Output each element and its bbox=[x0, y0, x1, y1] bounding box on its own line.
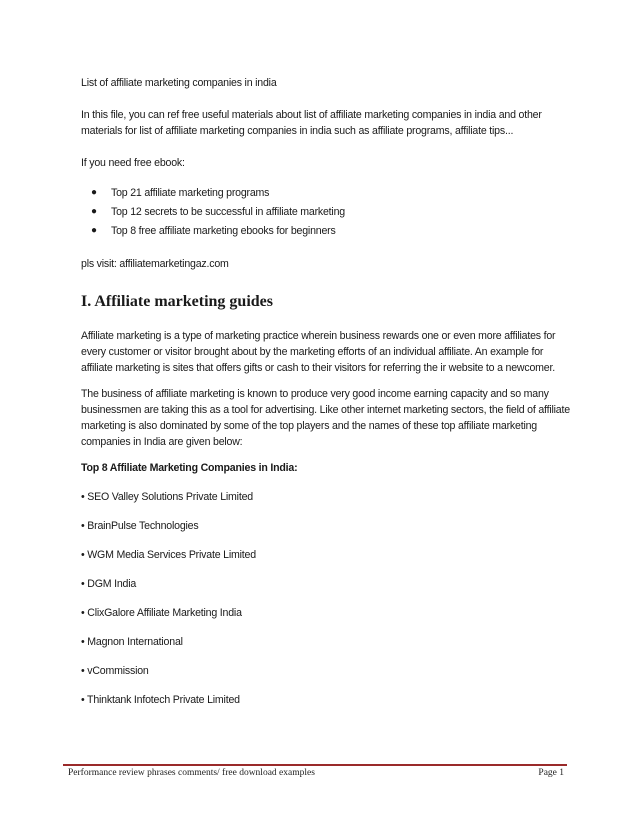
ebook-title: Top 8 free affiliate marketing ebooks for beginners bbox=[111, 225, 336, 237]
company-item: • Thinktank Infotech Private Limited bbox=[81, 694, 240, 706]
company-item: • ClixGalore Affiliate Marketing India bbox=[81, 607, 242, 619]
bullet-icon: ● bbox=[91, 225, 97, 236]
company-item: • BrainPulse Technologies bbox=[81, 520, 199, 532]
paragraph-business: The business of affiliate marketing is known to produce very good income earning capacity and so many businessmen are taking this as a tool for advertising. Like other internet marketing sectors, the field of affiliate marketing is also dominated by some of the top players and the names of these top affiliate marketing companies in India are given below: bbox=[81, 388, 570, 448]
intro-paragraph: In this file, you can ref free useful materials about list of affiliate marketing companies in india and other materials for list of affiliate marketing companies in india such as affiliate programs, affiliate tips... bbox=[81, 109, 542, 137]
footer-left-text: Performance review phrases comments/ free download examples bbox=[68, 768, 315, 778]
ebook-list bbox=[81, 185, 571, 242]
paragraph-definition: Affiliate marketing is a type of marketing practice wherein business rewards one or even more affiliates for every customer or visitor brought about by the marketing efforts of an individual affiliate. An example for affiliate marketing is sites that offers gifts or cash to their visitors for referring the ir website to a newcomer. bbox=[81, 330, 556, 374]
ebook-title: Top 21 affiliate marketing programs bbox=[111, 187, 270, 199]
title-line: List of affiliate marketing companies in india bbox=[81, 77, 277, 89]
company-item: • Magnon International bbox=[81, 636, 183, 648]
list-item bbox=[91, 223, 571, 242]
visit-line: pls visit: affiliatemarketingaz.com bbox=[81, 258, 229, 270]
page-content bbox=[81, 75, 571, 721]
ebook-prompt: If you need free ebook: bbox=[81, 157, 185, 169]
company-item: • vCommission bbox=[81, 665, 149, 677]
page-number: Page 1 bbox=[538, 768, 564, 778]
page-footer bbox=[68, 767, 564, 779]
footer-divider bbox=[63, 764, 567, 766]
ebook-title: Top 12 secrets to be successful in affiliate marketing bbox=[111, 206, 345, 218]
list-item bbox=[91, 185, 571, 204]
list-item bbox=[91, 204, 571, 223]
section-heading: I. Affiliate marketing guides bbox=[81, 293, 273, 310]
top-companies-heading: Top 8 Affiliate Marketing Companies in India: bbox=[81, 462, 298, 474]
company-item: • WGM Media Services Private Limited bbox=[81, 549, 256, 561]
bullet-icon: ● bbox=[91, 187, 97, 198]
company-item: • DGM India bbox=[81, 578, 137, 590]
bullet-icon: ● bbox=[91, 206, 97, 217]
company-item: • SEO Valley Solutions Private Limited bbox=[81, 491, 253, 503]
